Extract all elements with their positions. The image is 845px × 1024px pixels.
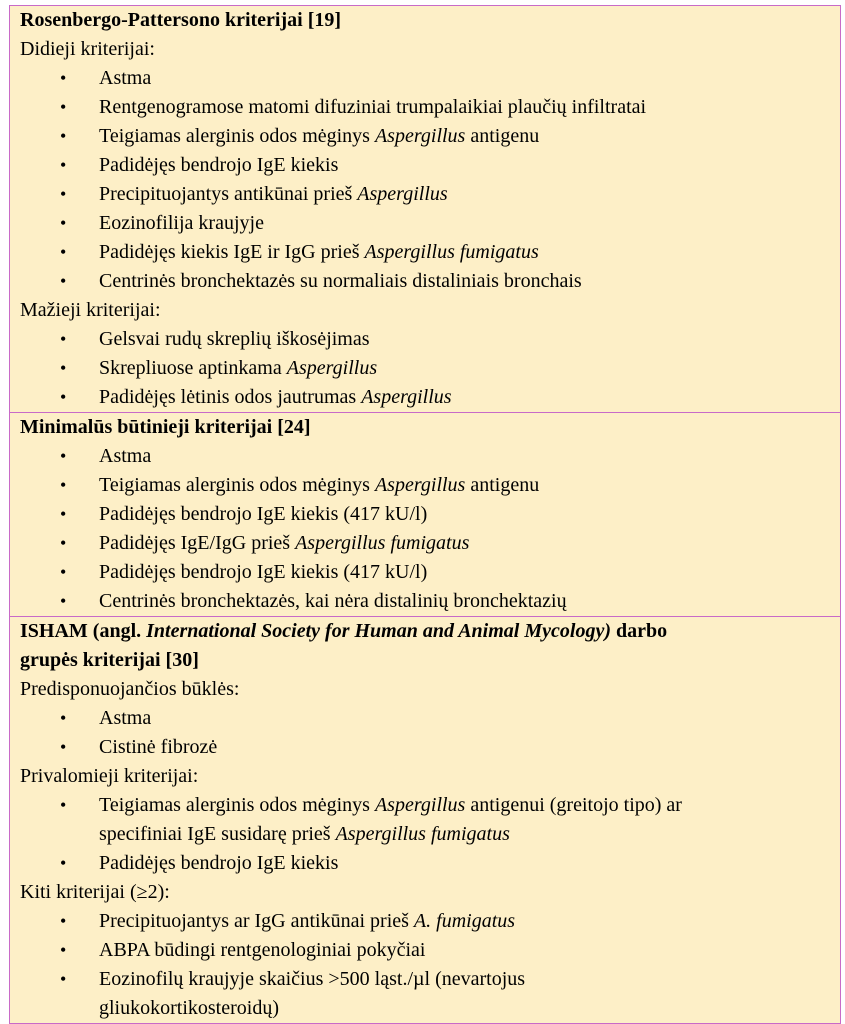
list-item-text: Padidėjęs IgE/IgG prieš Aspergillus fumigatus — [99, 532, 470, 554]
list-item-text: Gelsvai rudų skreplių iškosėjimas — [99, 328, 370, 350]
list-item-continuation: specifiniai IgE susidarę prieš Aspergillus fumigatus — [99, 823, 510, 845]
bullet: • — [60, 795, 67, 815]
bullet: • — [60, 533, 67, 553]
bullet: • — [60, 329, 67, 349]
list-item-text: Padidėjęs kiekis IgE ir IgG prieš Aspergillus fumigatus — [99, 241, 539, 263]
list-item-text: Teigiamas alerginis odos mėginys Aspergillus antigenu — [99, 125, 540, 147]
bullet: • — [60, 940, 67, 960]
section-isham — [10, 616, 840, 1023]
minimal-criteria-list — [20, 442, 840, 616]
list-item: • Astma — [20, 704, 840, 733]
section-rosenberg-patterson — [10, 6, 840, 412]
list-item — [20, 354, 840, 383]
bullet: • — [60, 911, 67, 931]
list-item-text: Padidėjęs lėtinis odos jautrumas Aspergillus — [99, 386, 452, 408]
bullet: • — [60, 969, 67, 989]
section-title-line-2: grupės kriterijai [30] — [20, 649, 199, 671]
bullet: • — [60, 97, 67, 117]
list-item — [20, 383, 840, 412]
list-item — [20, 122, 840, 151]
bullet: • — [60, 562, 67, 582]
group-label: Mažieji kriterijai: — [20, 299, 161, 321]
section-title: Rosenbergo-Pattersono kriterijai [19] — [20, 9, 342, 31]
bullet: • — [60, 387, 67, 407]
list-item — [20, 558, 840, 587]
list-item — [20, 442, 840, 471]
list-item — [20, 471, 840, 500]
list-item-text: Skrepliuose aptinkama Aspergillus — [99, 357, 378, 379]
list-item-text: Padidėjęs bendrojo IgE kiekis — [99, 154, 339, 176]
list-item-text: Centrinės bronchektazės, kai nėra distalinių bronchektazių — [99, 590, 567, 612]
list-item-text: Eozinofilija kraujyje — [99, 212, 264, 234]
list-item: • Teigiamas alerginis odos mėginys Aspergillus antigenui (greitojo tipo) ar — [20, 791, 840, 820]
bullet: • — [60, 184, 67, 204]
bullet: • — [60, 271, 67, 291]
list-item — [20, 587, 840, 616]
list-item — [20, 238, 840, 267]
list-item: • ABPA būdingi rentgenologiniai pokyčiai — [20, 936, 840, 965]
criteria-table — [9, 5, 841, 1024]
list-item — [20, 151, 840, 180]
section-title-line-1: ISHAM (angl. International Society for Human and Animal Mycology) darbo — [20, 620, 668, 642]
list-item-continuation: gliukokortikosteroidų) — [99, 997, 279, 1019]
bullet: • — [60, 155, 67, 175]
list-item-text: Teigiamas alerginis odos mėginys Aspergillus antigenu — [99, 474, 540, 496]
list-item: • Padidėjęs bendrojo IgE kiekis — [20, 849, 840, 878]
list-item-text: Padidėjęs bendrojo IgE kiekis (417 kU/l) — [99, 503, 428, 525]
list-item — [20, 325, 840, 354]
group-label: Kiti kriterijai (≥2): — [20, 881, 170, 903]
list-item — [20, 529, 840, 558]
bullet: • — [60, 446, 67, 466]
group-label: Privalomieji kriterijai: — [20, 765, 199, 787]
list-item — [20, 64, 840, 93]
bullet: • — [60, 126, 67, 146]
list-item-text: Centrinės bronchektazės su normaliais distaliniais bronchais — [99, 270, 582, 292]
bullet: • — [60, 853, 67, 873]
bullet: • — [60, 475, 67, 495]
bullet: • — [60, 68, 67, 88]
list-item-text: Astma — [99, 445, 152, 467]
bullet: • — [60, 504, 67, 524]
section-title: Minimalūs būtinieji kriterijai [24] — [20, 416, 311, 438]
minor-criteria-list — [20, 325, 840, 412]
list-item — [20, 180, 840, 209]
bullet: • — [60, 591, 67, 611]
list-item — [20, 93, 840, 122]
bullet: • — [60, 737, 67, 757]
list-item-text: Padidėjęs bendrojo IgE kiekis (417 kU/l) — [99, 561, 428, 583]
list-item — [20, 500, 840, 529]
bullet: • — [60, 242, 67, 262]
group-label: Didieji kriterijai: — [20, 38, 155, 60]
list-item-text: Astma — [99, 67, 152, 89]
list-item — [20, 209, 840, 238]
list-item: • Precipituojantys ar IgG antikūnai prieš A. fumigatus — [20, 907, 840, 936]
list-item: • Cistinė fibrozė — [20, 733, 840, 762]
list-item-text: Rentgenogramose matomi difuziniai trumpalaikiai plaučių infiltratai — [99, 96, 647, 118]
bullet: • — [60, 708, 67, 728]
list-item-text: Precipituojantys antikūnai prieš Aspergillus — [99, 183, 448, 205]
group-label: Predisponuojančios būklės: — [20, 678, 240, 700]
list-item — [20, 267, 840, 296]
list-item: • Eozinofilų kraujyje skaičius >500 ląst./µl (nevartojus — [20, 965, 840, 994]
section-minimal-criteria — [10, 412, 840, 616]
bullet: • — [60, 213, 67, 233]
bullet: • — [60, 358, 67, 378]
major-criteria-list — [20, 64, 840, 296]
